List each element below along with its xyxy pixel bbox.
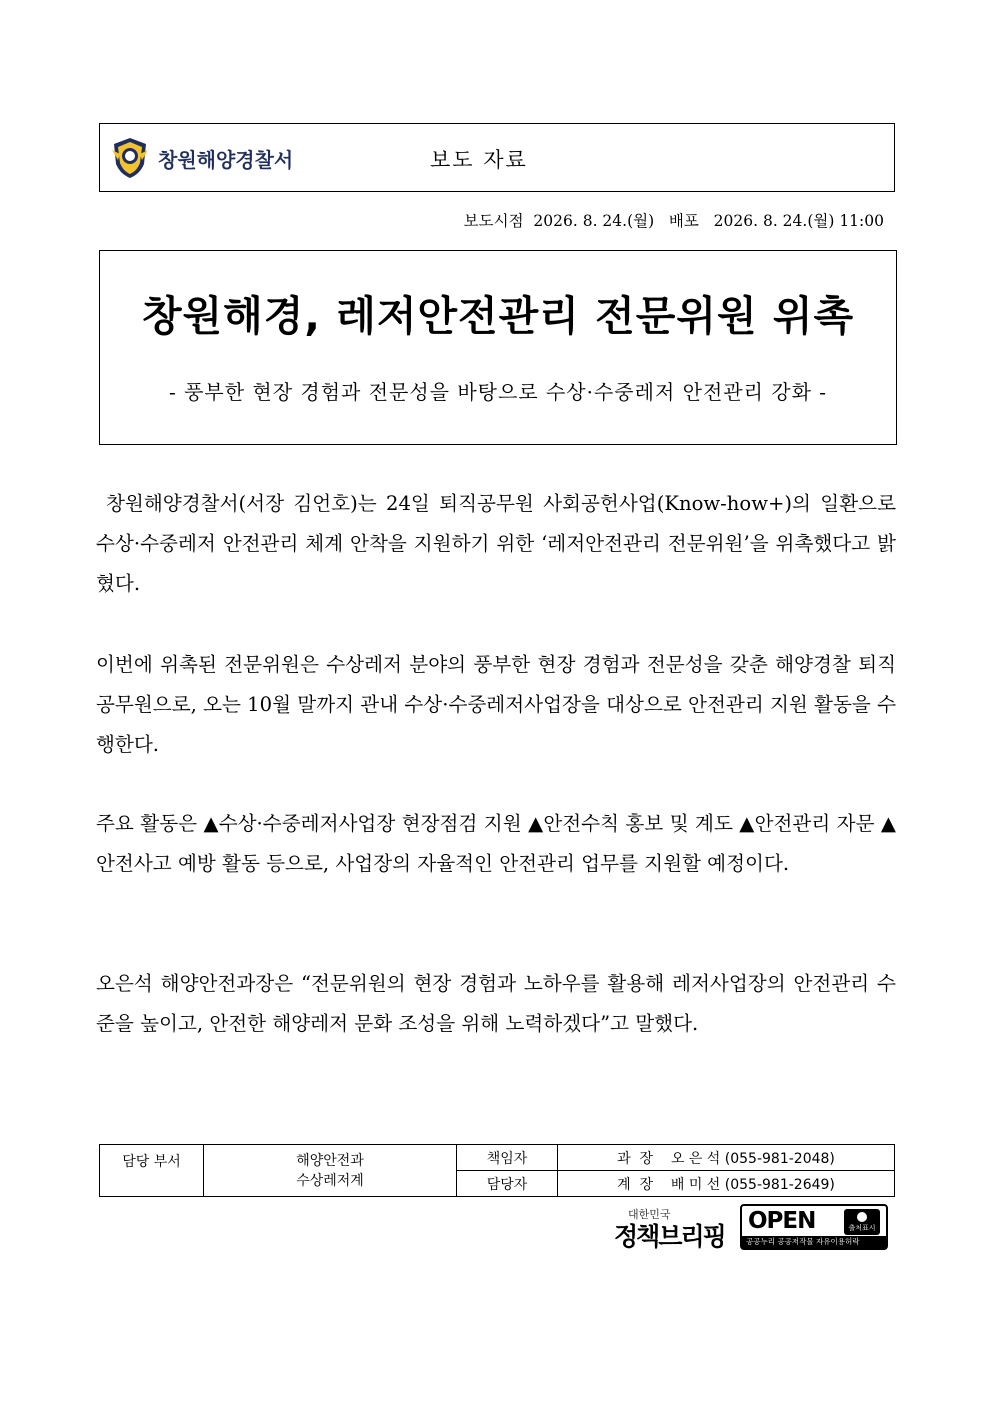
main-title: 창원해경, 레저안전관리 전문위원 위촉 — [141, 292, 855, 340]
body-paragraph-3: 주요 활동은 ▲수상·수중레저사업장 현장점검 지원 ▲안전수칙 홍보 및 계도 ▲안전관리 자문 ▲안전사고 예방 활동 등으로, 사업장의 자율적인 안전관리 업무를 지원할 예정이다. — [96, 812, 896, 875]
dept-label: 담당 부서 — [100, 1145, 204, 1197]
document-type: 보도 자료 — [430, 148, 528, 172]
title-box — [99, 250, 897, 445]
open-logo-caption: 공공누리 공공저작물 자유이용허락 — [742, 1236, 886, 1248]
kogl-open-logo — [740, 1204, 888, 1250]
release-dateline: 보도시점 2026. 8. 24.(월) 배포 2026. 8. 24.(월) 11:00 — [463, 212, 884, 230]
dept-cell — [204, 1145, 457, 1197]
body-paragraph-4: 오은석 해양안전과장은 “전문위원의 현장 경험과 노하우를 활용해 레저사업장의 안전관리 수준을 높이고, 안전한 해양레저 문화 조성을 위해 노력하겠다”고 말했다. — [96, 972, 896, 1035]
role-staff: 담당자 — [457, 1171, 558, 1197]
dept-name: 해양안전과 — [296, 1152, 364, 1169]
body-paragraph-1: 창원해양경찰서(서장 김언호)는 24일 퇴직공무원 사회공헌사업(Know-how+)의 일환으로 수상·수중레저 안전관리 체계 안착을 지원하기 위한 ‘레저안전관리 전문위원’을 위촉했다고 밝혔다. — [96, 492, 896, 595]
org-name: 창원해양경찰서 — [158, 147, 294, 172]
attribution-label: 출처표시 — [848, 1224, 876, 1232]
sub-title: - 풍부한 현장 경험과 전문성을 바탕으로 수상·수중레저 안전관리 강화 - — [168, 380, 828, 404]
open-logo-text: OPEN — [748, 1208, 816, 1234]
person-manager: 과 장 오 은 석 (055-981-2048) — [558, 1145, 895, 1171]
person-icon — [857, 1212, 867, 1222]
contact-row-1 — [100, 1145, 895, 1171]
police-emblem-icon — [110, 136, 150, 180]
header-box — [99, 123, 895, 192]
role-manager: 책임자 — [457, 1145, 558, 1171]
team-name: 수상레저계 — [296, 1172, 364, 1189]
policy-briefing-logo — [614, 1206, 734, 1252]
body-paragraph-2: 이번에 위촉된 전문위원은 수상레저 분야의 풍부한 현장 경험과 전문성을 갖춘 해양경찰 퇴직공무원으로, 오는 10월 말까지 관내 수상·수중레저사업장을 대상으로 안전관리 지원 활동을 수행한다. — [96, 653, 896, 756]
person-staff: 계 장 배 미 선 (055-981-2649) — [558, 1171, 895, 1197]
contact-table — [99, 1144, 895, 1197]
briefing-logo-top: 대한민국 — [628, 1208, 671, 1221]
org-logo — [110, 136, 293, 180]
briefing-logo-main: 정책브리핑 — [614, 1222, 725, 1251]
attribution-badge — [844, 1209, 880, 1235]
